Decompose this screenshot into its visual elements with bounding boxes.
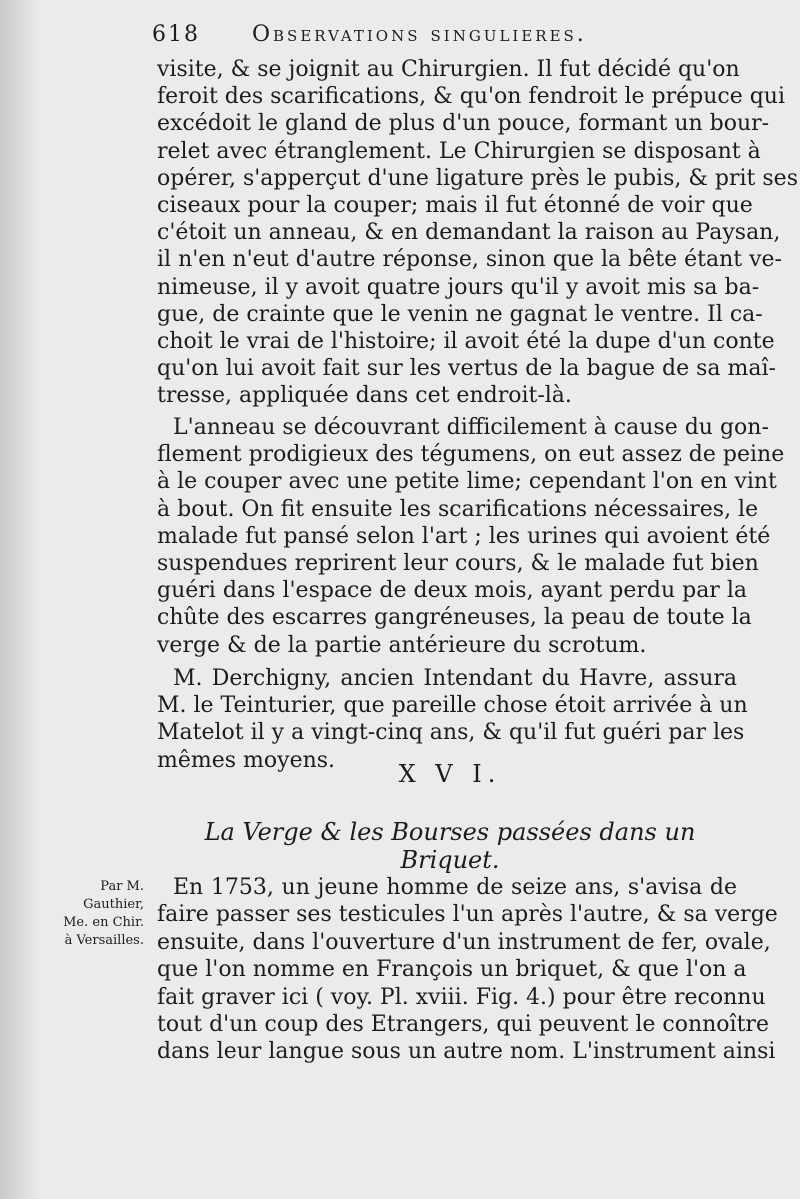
text-line: mêmes moyens. — [157, 747, 336, 773]
text-line: choit le vrai de l'histoire; il avoit été la dupe d'un conte — [157, 329, 775, 354]
text-line: nimeuse, il y avoit quatre jours qu'il y avoit mis sa ba- — [157, 274, 760, 300]
text-line: malade fut pansé selon l'art ; les urines qui avoient été — [157, 523, 771, 549]
text-line: à bout. On fit ensuite les scarifications nécessaires, le — [157, 496, 759, 522]
text-line: suspendues reprirent leur cours, & le malade fut bien — [157, 551, 759, 576]
text-line: En 1753, un jeune homme de seize ans, s'avisa de — [173, 875, 737, 900]
text-line: M. le Teinturier, que pareille chose étoit arrivée à un — [157, 693, 748, 719]
marginal-note-line: Gauthier, — [83, 897, 144, 912]
text-line: tresse, appliquée dans cet endroit-là. — [157, 383, 572, 409]
text-line: chûte des escarres gangréneuses, la peau de toute la — [157, 605, 752, 631]
text-line: guéri dans l'espace de deux mois, ayant perdu par la — [157, 578, 747, 604]
text-line: qu'on lui avoit fait sur les vertus de la bague de sa maî- — [157, 356, 776, 382]
text-line: il n'en n'eut d'autre réponse, sinon que la bête étant ve- — [157, 247, 782, 273]
text-line: verge & de la partie antérieure du scrotum. — [157, 632, 647, 658]
text-line: faire passer ses testicules l'un après l'autre, & sa verge — [157, 902, 778, 928]
text-line: dans leur langue sous un autre nom. L'instrument ainsi — [157, 1039, 776, 1065]
text-line: à le couper avec une petite lime; cependant l'on en vint — [157, 469, 777, 495]
text-line: excédoit le gland de plus d'un pouce, formant un bour- — [157, 111, 770, 137]
text-line: Matelot il y a vingt-cinq ans, & qu'il fut guéri par les — [157, 720, 745, 746]
marginal-note-line: Par M. — [100, 879, 144, 894]
text-line: ensuite, dans l'ouverture d'un instrument de fer, ovale, — [157, 929, 771, 955]
section-number: X V I. — [398, 760, 502, 788]
text-line: ciseaux pour la couper; mais il fut étonné de voir que — [157, 193, 753, 218]
page-number: 618 — [152, 22, 200, 47]
text-line: relet avec étranglement. Le Chirurgien se disposant à — [157, 138, 761, 164]
marginal-note-line: à Versailles. — [64, 933, 144, 948]
text-line: visite, & se joignit au Chirurgien. Il fut décidé qu'on — [157, 57, 740, 82]
text-line: gue, de crainte que le venin ne gagnat le ventre. Il ca- — [157, 301, 763, 327]
text-line: M. Derchigny, ancien Intendant du Havre, assura — [173, 666, 737, 691]
text-line: feroit des scarifications, & qu'on fendroit le prépuce qui — [157, 84, 786, 110]
text-line: L'anneau se découvrant difficilement à cause du gon- — [173, 415, 769, 440]
text-line: que l'on nomme en François un briquet, & que l'on a — [157, 957, 747, 983]
page-header — [152, 20, 642, 56]
section-title: La Verge & les Bourses passées dans un Briquet. — [204, 818, 696, 874]
text-line: tout d'un coup des Etrangers, qui peuvent le connoître — [157, 1012, 769, 1037]
gutter-shadow — [0, 0, 40, 1199]
running-head: Observations singulieres. — [252, 22, 587, 47]
text-line: flement prodigieux des tégumens, on eut assez de peine — [157, 442, 785, 468]
marginal-note — [44, 878, 144, 950]
text-line: c'étoit un anneau, & en demandant la raison au Paysan, — [157, 220, 781, 246]
text-line: opérer, s'apperçut d'une ligature près le pubis, & prit ses — [157, 165, 798, 191]
text-line: fait graver ici ( voy. Pl. xviii. Fig. 4.) pour être reconnu — [157, 984, 766, 1010]
marginal-note-line: Me. en Chir. — [63, 915, 144, 930]
